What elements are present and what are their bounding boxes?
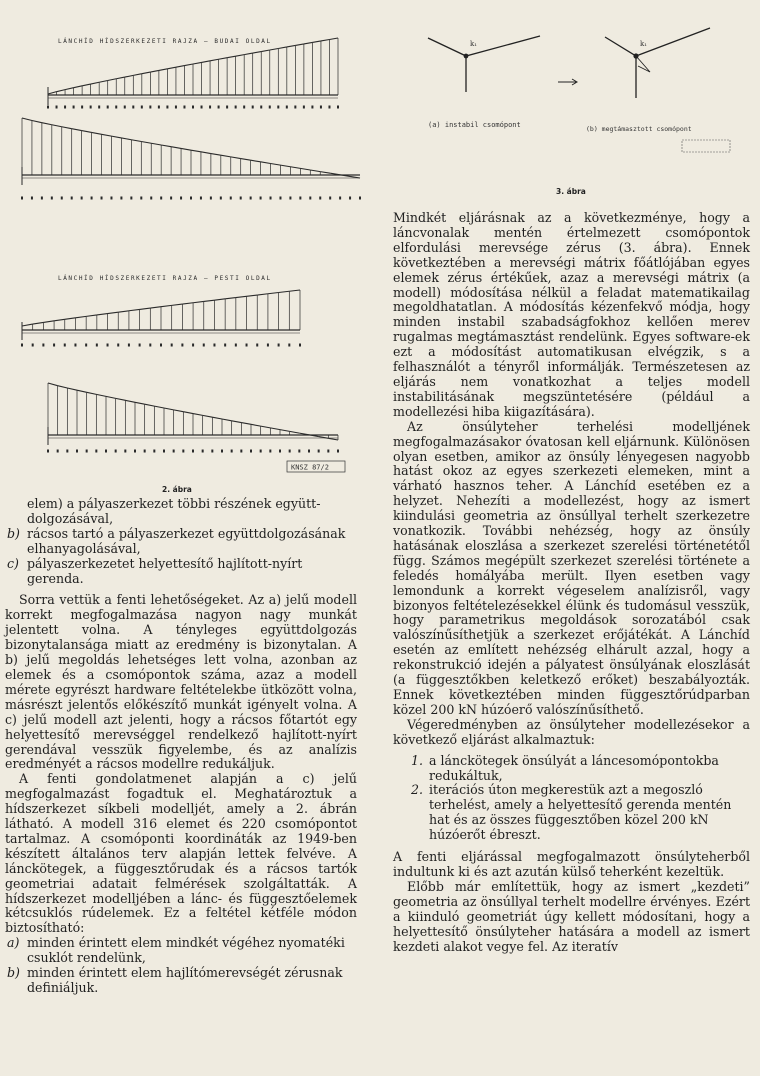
numbered-label: 2.	[411, 782, 424, 798]
chain-segment	[268, 293, 279, 294]
node-number	[328, 106, 330, 109]
chain-segment	[251, 424, 261, 426]
chain-segment	[312, 41, 321, 42]
node-number	[47, 106, 49, 109]
chain-segment	[125, 75, 134, 77]
node-number	[51, 197, 53, 200]
list-text: minden érintett elem mindkét végéhez nyomatéki csuklót rendelünk,	[27, 935, 345, 966]
chain-segment	[241, 423, 251, 425]
node-number	[76, 450, 78, 453]
paragraph: Sorra vettük a fenti lehetőségeket. Az a) jelű modell korrekt megfogalmazása nagyon nagy munkát jelentett volna. A tényleges együttdolgozás bizonytalansága miatt az eredmény is bizonytalan. A b) jelű megoldás lehetséges lett volna, azonban az elemek és a csomópontok száma, azaz a modell mérete egyrészt hardware feltételekbe ütközött volna, másrészt jelentős előkészítő munkát igényelt volna. A c) jelű modell azt jelenti, hogy a rácsos főtartót egy helyettesítő merevséggel rendelkező hajlított-nyírt gerendával vesszük figyelembe, és az analízis eredményét a rácsos modellre redukáljuk.	[5, 592, 357, 772]
fig2-title-buda: LÁNCHÍD HÍDSZERKEZETI RAJZA — BUDAI OLDAL	[58, 38, 272, 45]
chain-segment	[65, 318, 76, 319]
node-number	[163, 450, 165, 453]
chain-segment	[214, 299, 225, 300]
node-number	[279, 450, 281, 453]
figure-2-bridge-models	[0, 0, 380, 500]
node-number	[246, 344, 248, 347]
node-number	[288, 344, 290, 347]
chain-segment	[92, 132, 102, 134]
node-number	[71, 197, 73, 200]
node-number	[181, 344, 183, 347]
chain-segment	[221, 155, 231, 157]
fig3-label-b: (b) megtámasztott csomópont	[586, 125, 692, 133]
chain-segment	[222, 419, 232, 421]
node-number	[192, 344, 194, 347]
chain-segment	[295, 44, 304, 46]
chain-segment	[232, 421, 242, 423]
node-number	[279, 197, 281, 200]
node-number	[91, 197, 93, 200]
chain-segment	[203, 415, 213, 417]
chain-segment	[241, 159, 251, 161]
node-number	[190, 197, 192, 200]
node-number	[339, 197, 341, 200]
node-number	[64, 106, 66, 109]
node-number	[250, 197, 252, 200]
node-number	[201, 106, 203, 109]
chain-segment	[300, 168, 310, 170]
chain-segment	[82, 84, 91, 86]
list-text: rácsos tartó a pályaszerkezet együttdolgozásának elhanyagolásával,	[27, 525, 346, 556]
chain-segment	[261, 426, 271, 428]
node-number	[311, 106, 313, 109]
node-number	[139, 344, 141, 347]
node-number	[144, 450, 146, 453]
chain-segment	[193, 414, 203, 416]
fig3-caption: 3. ábra	[556, 187, 586, 196]
chain-segment	[135, 402, 145, 404]
node-number	[149, 106, 151, 109]
node-number	[278, 344, 280, 347]
paragraph: Végeredményben az önsúlyteher modellezésekor a következő eljárást alkalmaztuk:	[393, 716, 750, 747]
chain-segment	[279, 291, 290, 292]
node-number	[309, 197, 311, 200]
list-item	[5, 936, 357, 966]
node-number	[318, 450, 320, 453]
node-number	[183, 106, 185, 109]
node-number	[210, 197, 212, 200]
node-number	[203, 344, 205, 347]
node-number	[308, 450, 310, 453]
chain-segment	[82, 131, 92, 133]
paragraph: Az önsúlyteher terhelési modelljének megfogalmazásakor óvatosan kell eljárnunk. Különösen olyan esetben, amikor az önsúly lényegesen nagyobb hatást okoz az egyes szerkezeti elemeken, mint a várható hasznos teher. A Lánchíd esetében ez a helyzet. Nehezíti a modellezést, hogy az ismert kiindulási geometria az önsúllyal terhelt szerkezetre vonatkozik. További nehézség, hogy az önsúly hatásának eloszlása a szerkezet szerelési történetétől függ. Számos megépült szerkezet szerelési története a feledés homályába merült. Ilyen esetben vagy lemondunk a korrekt végeselem analízisről, vagy bizonyos feltételezésekkel élünk és tudomásul vesszük, hogy parametrikus megoldások sorozatából csak valószínűsíthetjük a szerkezet erőjátékát. A Lánchíd esetén az említett nehézség elhárult azzal, hogy a rekonstrukció idején a pályatest önsúlyának eloszlását (a függesztőkben keletkező erőket) beszabályozták. Ennek következtében minden függesztőrúdparban közel 200 kN húzóerő valószínűsíthető.	[393, 418, 750, 717]
node-number	[115, 106, 117, 109]
chain-segment	[231, 157, 241, 159]
chain-segment	[141, 142, 151, 144]
fig3-stamp	[682, 140, 730, 152]
chain-segment	[290, 431, 300, 433]
chain-segment	[287, 45, 296, 47]
node-number	[107, 106, 109, 109]
node-number	[166, 106, 168, 109]
list-label: b)	[7, 965, 20, 981]
chain-segment	[48, 92, 57, 94]
node-number	[160, 344, 162, 347]
chain-segment	[278, 47, 287, 49]
chain-segment	[154, 406, 164, 408]
chain-segment	[116, 77, 125, 79]
node-number	[85, 344, 87, 347]
list-item	[5, 557, 357, 587]
node-number	[235, 106, 237, 109]
node-number	[243, 106, 245, 109]
chain-segment	[121, 138, 131, 140]
chain-segment	[257, 294, 268, 295]
chain-segment	[227, 56, 236, 58]
chain-segment	[150, 70, 159, 72]
node-number	[132, 106, 134, 109]
node-number	[235, 344, 237, 347]
list-label: b)	[7, 525, 20, 541]
node-number	[327, 450, 329, 453]
chain-segment	[102, 134, 112, 136]
node-number	[220, 197, 222, 200]
node-number	[267, 344, 269, 347]
node-number	[74, 344, 76, 347]
node-number	[134, 450, 136, 453]
chain-segment	[111, 136, 121, 138]
chain-segment	[97, 314, 108, 315]
chain-segment	[193, 301, 204, 302]
chain-segment	[74, 86, 83, 88]
chain-segment	[219, 58, 228, 60]
chain-segment	[244, 53, 253, 55]
chain-segment	[43, 321, 54, 323]
node-number	[61, 197, 63, 200]
node-number	[175, 106, 177, 109]
chain-segment	[99, 80, 108, 82]
node-number	[117, 344, 119, 347]
node-number	[337, 450, 339, 453]
chain-segment	[32, 121, 42, 123]
node-number	[73, 106, 75, 109]
chain-segment	[42, 123, 52, 125]
node-spring	[636, 56, 650, 72]
node-number	[260, 450, 262, 453]
list-label: c)	[7, 555, 19, 571]
node-number	[170, 197, 172, 200]
chain-segment	[57, 90, 66, 92]
node-number	[110, 197, 112, 200]
node-number	[31, 197, 33, 200]
chain-segment	[176, 66, 185, 68]
fig2-caption: 2. ábra	[162, 485, 192, 494]
chain-segment	[261, 50, 270, 52]
node-number	[211, 450, 213, 453]
node-number	[180, 197, 182, 200]
paragraph: Mindkét eljárásnak az a következménye, hogy a láncvonalak mentén értelmezett csomópontok elfordulási merevsége zérus (3. ábra). Ennek következtében a merevségi mátrix főátlójában egyes elemek zérus értékűek, azaz a merevségi mátrix (a modell) módosítása nélkül a feladat matematikailag megoldhatatlan. A módosítás kézenfekvő módja, hogy minden instabil szabadságfokhoz kellően merev rugalmas megtámasztást rendelünk. Egyes software-ek ezt a módosítást automatikusan elvégzik, s a felhasználót a tényről informálják. Természetesen az eljárás nem vonatkozhat a teljes modell instabilitásának megszüntetésére (például a modellezési hiba kiigazítására).	[393, 210, 750, 419]
chain-segment	[91, 82, 100, 84]
node-number	[141, 106, 143, 109]
list-item	[5, 966, 357, 996]
chain-segment	[58, 386, 68, 388]
node-number	[81, 197, 83, 200]
node-number	[21, 344, 23, 347]
node-number	[269, 450, 271, 453]
right-column	[393, 211, 750, 954]
fig2-title-pest: LÁNCHÍD HÍDSZERKEZETI RAJZA — PESTI OLDAL	[58, 275, 272, 282]
figure-3-node-diagram	[400, 0, 760, 200]
chain-segment	[174, 410, 184, 412]
chain-segment	[164, 408, 174, 410]
node-number	[153, 450, 155, 453]
chain-segment	[140, 308, 151, 309]
node-number	[81, 106, 83, 109]
chain-segment	[116, 398, 126, 400]
chain-segment	[236, 296, 247, 297]
node-number	[209, 106, 211, 109]
chain-segment	[181, 148, 191, 150]
chain-segment	[212, 417, 222, 419]
chain-segment	[210, 59, 219, 61]
node-number	[158, 106, 160, 109]
supported-node-chain	[605, 28, 710, 56]
node-number	[329, 197, 331, 200]
node-number	[41, 197, 43, 200]
fig2-structural-drawings	[21, 38, 361, 453]
node-number	[124, 106, 126, 109]
paragraph: A fenti gondolatmenet alapján a c) jelű megfogalmazást fogadtuk el. Meghatároztuk a hídszerkezet síkbeli modelljét, amely a 2. ábrán látható. A modell 316 elemet és 220 csomópontot tartalmaz. A csomóponti koordináták az 1949-ben készített általános terv alapján lettek felvéve. A lánckötegek, a függesztőrudak és a rácsos tartók geometriai adatait felmérések szolgáltatták. A hídszerkezet modelljében a lánc- és függesztőelemek kétcsuklós rúdelemek. Ez a feltétel kétféle módon biztosítható:	[5, 771, 357, 936]
node-number	[231, 450, 233, 453]
node-number	[64, 344, 66, 347]
list-fragment: elem) a pályaszerkezet többi részének együtt-dolgozásával,	[27, 496, 321, 526]
chain-segment	[67, 388, 77, 390]
unstable-node-chain	[428, 36, 540, 56]
node-number	[98, 106, 100, 109]
node-number	[182, 450, 184, 453]
chain-segment	[172, 304, 183, 305]
chain-segment	[310, 170, 320, 172]
node-number	[95, 450, 97, 453]
chain-segment	[118, 311, 129, 312]
node-number	[150, 197, 152, 200]
node-number	[240, 450, 242, 453]
chain-segment	[65, 88, 74, 90]
chain-segment	[320, 172, 330, 174]
chain-segment	[142, 72, 151, 74]
chain-segment	[211, 154, 221, 156]
chain-segment	[261, 162, 271, 164]
paragraph: A fenti eljárással megfogalmazott önsúlyteherből indultunk ki és azt azután külső teherként kezeltük.	[393, 849, 750, 879]
chain-segment	[290, 167, 300, 169]
node-number	[107, 344, 109, 347]
node-number	[277, 106, 279, 109]
node-number	[299, 344, 301, 347]
chain-segment	[150, 307, 161, 308]
node-number	[250, 450, 252, 453]
numbered-item	[393, 783, 750, 843]
node-number	[173, 450, 175, 453]
chain-segment	[145, 404, 155, 406]
chain-segment	[87, 392, 97, 394]
chain-segment	[167, 67, 176, 69]
numbered-text: iterációs úton megkerestük azt a megoszló terhelést, amely a helyettesítő gerenda mentén hat és az összes függesztőben közel 200 kN húzóerőt ébreszt.	[429, 782, 732, 843]
chain-segment	[201, 152, 211, 154]
node-number	[224, 344, 226, 347]
node-number	[226, 106, 228, 109]
node-number	[270, 197, 272, 200]
chain-segment	[62, 127, 72, 129]
node-number	[289, 450, 291, 453]
node-number	[286, 106, 288, 109]
node-number	[101, 197, 103, 200]
node-label-b: k₁	[640, 40, 648, 48]
node-number	[66, 450, 68, 453]
node-number	[289, 197, 291, 200]
chain-segment	[22, 324, 33, 326]
chain-segment	[184, 64, 193, 66]
list-label: a)	[7, 935, 20, 951]
chain-segment	[72, 129, 82, 131]
node-number	[192, 106, 194, 109]
chain-segment	[183, 412, 193, 414]
node-number	[260, 106, 262, 109]
chain-segment	[251, 160, 261, 162]
chain-segment	[191, 150, 201, 152]
chain-segment	[108, 312, 119, 313]
list-item	[5, 527, 357, 557]
node-number	[124, 450, 126, 453]
node-number	[349, 197, 351, 200]
chain-segment	[161, 145, 171, 147]
chain-segment	[33, 322, 44, 324]
chain-segment	[202, 61, 211, 63]
node-number	[256, 344, 258, 347]
node-label-a: k₁	[470, 40, 478, 48]
node-number	[294, 106, 296, 109]
node-number	[32, 344, 34, 347]
node-number	[140, 197, 142, 200]
chain-segment	[253, 52, 262, 54]
chain-segment	[321, 39, 330, 40]
supported-node	[633, 53, 638, 58]
node-number	[213, 344, 215, 347]
chain-segment	[106, 396, 116, 398]
node-number	[21, 197, 23, 200]
chain-segment	[22, 118, 32, 121]
chain-segment	[86, 315, 97, 316]
fig3-label-a: (a) instabil csomópont	[428, 121, 521, 129]
chain-segment	[161, 305, 172, 306]
node-number	[171, 344, 173, 347]
chain-segment	[270, 428, 280, 430]
list-item-a-continued	[5, 497, 357, 527]
node-number	[240, 197, 242, 200]
node-number	[303, 106, 305, 109]
chain-segment	[280, 165, 290, 167]
chain-segment	[129, 309, 140, 310]
chain-segment	[328, 438, 338, 440]
node-number	[260, 197, 262, 200]
chain-segment	[48, 383, 58, 386]
node-number	[221, 450, 223, 453]
chain-segment	[247, 295, 258, 296]
node-number	[86, 450, 88, 453]
chain-segment	[151, 143, 161, 145]
chain-segment	[96, 394, 106, 396]
chain-segment	[204, 300, 215, 301]
node-number	[269, 106, 271, 109]
chain-segment	[236, 55, 245, 57]
list-text: pályaszerkezetet helyettesítő hajlított-nyírt gerenda.	[27, 555, 303, 586]
chain-segment	[77, 390, 87, 392]
node-number	[56, 106, 58, 109]
node-number	[202, 450, 204, 453]
node-number	[218, 106, 220, 109]
node-number	[128, 344, 130, 347]
node-number	[359, 197, 361, 200]
chain-segment	[54, 319, 65, 321]
node-number	[96, 344, 98, 347]
list-text: minden érintett elem hajlítómerevségét zérusnak definiáljuk.	[27, 965, 343, 995]
chain-segment	[271, 163, 281, 165]
node-number	[192, 450, 194, 453]
node-number	[230, 197, 232, 200]
chain-segment	[75, 316, 86, 317]
node-number	[42, 344, 44, 347]
left-column	[5, 497, 357, 996]
chain-segment	[329, 38, 338, 39]
node-number	[53, 344, 55, 347]
chain-segment	[131, 140, 141, 142]
node-number	[130, 197, 132, 200]
node-number	[115, 450, 117, 453]
node-number	[252, 106, 254, 109]
chain-segment	[171, 147, 181, 149]
node-number	[90, 106, 92, 109]
node-number	[105, 450, 107, 453]
numbered-item	[393, 754, 750, 784]
chain-segment	[280, 430, 290, 432]
chain-segment	[304, 42, 313, 43]
unstable-node	[464, 54, 469, 59]
chain-segment	[289, 290, 300, 291]
chain-segment	[125, 400, 135, 402]
node-number	[149, 344, 151, 347]
node-number	[320, 106, 322, 109]
fig2-stamp: KNSZ 87/2	[291, 463, 329, 472]
node-number	[160, 197, 162, 200]
paragraph: Előbb már említettük, hogy az ismert „kezdeti” geometria az önsúllyal terhelt modellre érvényes. Ezért a kiinduló geometriát úgy kellett módosítani, hogy a helyettesítő önsúlyteher hatására a modell az ismert kezdeti alakot vegye fel. Az iteratív	[393, 878, 750, 954]
chain-segment	[159, 69, 168, 71]
node-number	[319, 197, 321, 200]
node-number	[57, 450, 59, 453]
chain-segment	[133, 74, 142, 76]
node-number	[337, 106, 339, 109]
node-number	[299, 197, 301, 200]
chain-segment	[193, 62, 202, 64]
chain-segment	[270, 48, 279, 50]
chain-segment	[225, 298, 236, 299]
node-number	[298, 450, 300, 453]
numbered-text: a lánckötegek önsúlyát a láncesomópontokba redukáltuk,	[429, 752, 719, 783]
node-number	[200, 197, 202, 200]
node-number	[47, 450, 49, 453]
chain-segment	[182, 303, 193, 304]
chain-segment	[108, 79, 117, 81]
node-number	[120, 197, 122, 200]
chain-segment	[52, 125, 62, 127]
numbered-label: 1.	[411, 752, 424, 768]
